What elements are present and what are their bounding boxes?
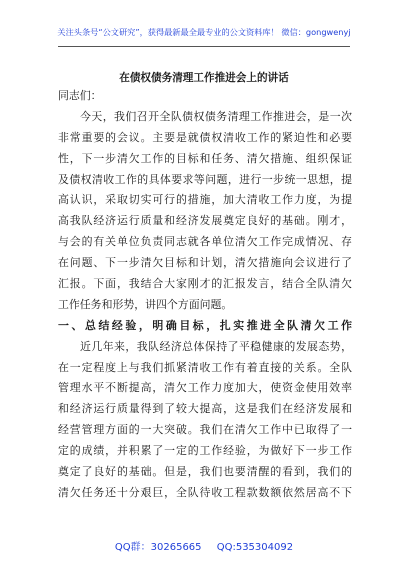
body-line: 高认识，采取切实可行的措施，加大清收工作力度，为提 (58, 193, 352, 207)
body-line: 在一定程度上与我们抓紧清收工作有着直接的关系。全队 (58, 360, 352, 374)
body-line: 定的成绩，并积累了一定的工作经验，为做好下一步工作 (58, 444, 352, 458)
section-heading: 一、总结经验，明确目标，扎实推进全队清欠工作 (58, 318, 352, 332)
body-line: 汇报。下面，我结合大家刚才的汇报发言，结合全队清欠 (58, 277, 352, 291)
header-divider (58, 46, 350, 47)
body-line: 近几年来，我队经济总体保持了平稳健康的发展态势， (80, 339, 352, 353)
salutation-line: 同志们： (58, 89, 102, 102)
body-line: 在问题、下一步清欠目标和计划，清欠措施向会议进行了 (58, 256, 352, 270)
body-line: 经营管理方面的一大突破。我们在清欠工作中已取得了一 (58, 423, 352, 437)
qq-group-text: QQ群：30265665 (114, 542, 202, 553)
body-line: 性，下一步清欠工作的目标和任务、清欠措施、组织保证 (58, 151, 352, 165)
body-line: 今天，我们召开全队债权债务清理工作推进会，是一次 (80, 109, 352, 123)
body-line: 非常重要的会议。主要是就债权清收工作的紧迫性和必要 (58, 130, 352, 144)
promo-header: 关注头条号“公文研究”，获得最新最全最专业的公文资料库！ 微信：gongwenyj (57, 27, 351, 37)
contact-footer (0, 538, 408, 553)
document-body (58, 86, 352, 504)
body-line: 工作任务和形势，讲四个方面问题。 (58, 297, 233, 311)
document-title: 在债权债务清理工作推进会上的讲话 (119, 72, 289, 84)
body-line: 高我队经济运行质量和经济发展奠定良好的基础。刚才， (58, 214, 352, 228)
body-line: 清欠任务还十分艰巨，全队待收工程款数额依然居高不下 (58, 485, 352, 499)
body-line: 与会的有关单位负责同志就各单位清欠工作完成情况、存 (58, 235, 352, 249)
body-line: 和经济运行质量得到了较大提高，这是我们在经济发展和 (58, 402, 352, 416)
qq-number-text: QQ:535304092 (216, 542, 294, 553)
body-line: 及债权清收工作的具体要求等问题，进行一步统一思想，提 (58, 172, 352, 186)
body-line: 管理水平不断提高，清欠工作力度加大，使资金使用效率 (58, 381, 352, 395)
body-line: 奠定了良好的基础。但是，我们也要清醒的看到，我们的 (58, 465, 352, 479)
